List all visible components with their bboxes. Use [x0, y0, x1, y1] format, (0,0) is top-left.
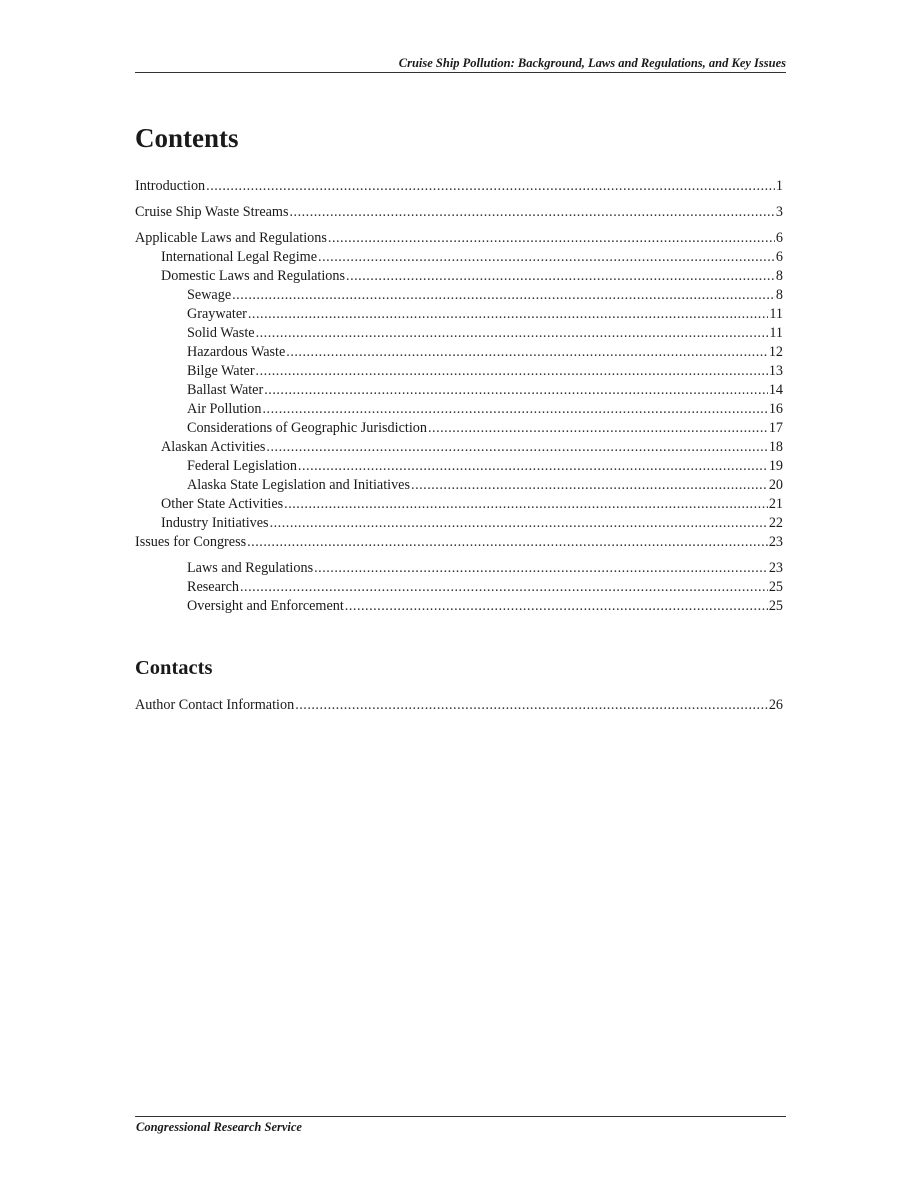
dot-leader	[263, 400, 768, 419]
toc-entry-page: 18	[768, 439, 783, 455]
toc-entry-page: 1	[775, 178, 783, 194]
toc-entry-title: Laws and Regulations	[187, 560, 314, 576]
toc-entry-page: 8	[775, 268, 783, 284]
toc-entry-author-contact[interactable]	[135, 696, 783, 715]
dot-leader	[345, 597, 768, 616]
dot-leader	[284, 495, 768, 514]
toc-entry-title: Cruise Ship Waste Streams	[135, 204, 289, 220]
toc-entry-title: Sewage	[187, 287, 232, 303]
dot-leader	[266, 438, 767, 457]
toc-entry-title: Alaskan Activities	[161, 439, 266, 455]
toc-entry-introduction[interactable]	[135, 177, 783, 196]
toc-entry-page: 25	[768, 598, 783, 614]
toc-entry-title: Hazardous Waste	[187, 344, 286, 360]
dot-leader	[248, 305, 768, 324]
toc-entry-page: 14	[768, 382, 783, 398]
toc-entry-title: Other State Activities	[161, 496, 284, 512]
toc-entry-page: 11	[769, 325, 783, 341]
dot-leader	[270, 514, 768, 533]
dot-leader	[346, 267, 775, 286]
toc-entry-domestic-laws[interactable]	[135, 267, 783, 286]
toc-entry-title: Alaska State Legislation and Initiatives	[187, 477, 411, 493]
dot-leader	[289, 203, 774, 222]
toc-entry-alaska-state-legislation[interactable]	[135, 476, 783, 495]
toc-entry-alaskan-activities[interactable]	[135, 438, 783, 457]
dot-leader	[428, 419, 768, 438]
toc-entry-ballast-water[interactable]	[135, 381, 783, 400]
toc-entry-title: Applicable Laws and Regulations	[135, 230, 327, 246]
toc-entry-bilge-water[interactable]	[135, 362, 783, 381]
dot-leader	[247, 533, 768, 552]
toc-entry-laws-and-regulations[interactable]	[135, 559, 783, 578]
dot-leader	[318, 248, 775, 267]
toc-entry-title: Introduction	[135, 178, 206, 194]
dot-leader	[256, 324, 769, 343]
footer-rule	[135, 1116, 786, 1117]
toc-entry-hazardous-waste[interactable]	[135, 343, 783, 362]
dot-leader	[295, 696, 768, 715]
toc-entry-page: 6	[775, 230, 783, 246]
toc-entry-page: 17	[768, 420, 783, 436]
toc-entry-title: International Legal Regime	[161, 249, 318, 265]
toc-entry-page: 12	[768, 344, 783, 360]
toc-entry-geographic-jurisdiction[interactable]	[135, 419, 783, 438]
toc-entry-title: Oversight and Enforcement	[187, 598, 344, 614]
header-rule	[135, 72, 786, 73]
dot-leader	[206, 177, 775, 196]
toc-entry-cruise-ship-waste-streams[interactable]	[135, 203, 783, 222]
toc-entry-sewage[interactable]	[135, 286, 783, 305]
toc-entry-title: Solid Waste	[187, 325, 255, 341]
toc-entry-page: 8	[775, 287, 783, 303]
contacts-list	[135, 696, 783, 715]
toc-entry-page: 23	[768, 534, 783, 550]
dot-leader	[298, 457, 768, 476]
toc-entry-solid-waste[interactable]	[135, 324, 783, 343]
toc-entry-other-state-activities[interactable]	[135, 495, 783, 514]
contacts-heading: Contacts	[135, 657, 213, 679]
toc-entry-page: 6	[775, 249, 783, 265]
toc-entry-page: 16	[768, 401, 783, 417]
toc-entry-page: 11	[769, 306, 783, 322]
toc-entry-oversight-enforcement[interactable]	[135, 597, 783, 616]
toc-entry-air-pollution[interactable]	[135, 400, 783, 419]
dot-leader	[411, 476, 768, 495]
toc-entry-graywater[interactable]	[135, 305, 783, 324]
toc-entry-title: Issues for Congress	[135, 534, 247, 550]
toc-entry-federal-legislation[interactable]	[135, 457, 783, 476]
toc-entry-title: Federal Legislation	[187, 458, 297, 474]
running-header: Cruise Ship Pollution: Background, Laws and Regulations, and Key Issues	[398, 56, 786, 70]
toc-entry-page: 19	[768, 458, 783, 474]
dot-leader	[328, 229, 775, 248]
dot-leader	[232, 286, 775, 305]
dot-leader	[240, 578, 768, 597]
toc-entry-industry-initiatives[interactable]	[135, 514, 783, 533]
toc-entry-title: Domestic Laws and Regulations	[161, 268, 346, 284]
toc-entry-research[interactable]	[135, 578, 783, 597]
toc-entry-issues-for-congress[interactable]	[135, 533, 783, 552]
toc-entry-title: Air Pollution	[187, 401, 262, 417]
toc-entry-page: 23	[768, 560, 783, 576]
toc-entry-title: Industry Initiatives	[161, 515, 269, 531]
footer-text: Congressional Research Service	[136, 1120, 302, 1134]
toc-entry-page: 3	[775, 204, 783, 220]
toc-entry-page: 26	[768, 697, 783, 713]
dot-leader	[256, 362, 768, 381]
toc-entry-title: Considerations of Geographic Jurisdiction	[187, 420, 427, 436]
toc-entry-title: Graywater	[187, 306, 247, 322]
toc-entry-page: 13	[768, 363, 783, 379]
contents-heading: Contents	[135, 123, 239, 153]
dot-leader	[314, 559, 768, 578]
toc-entry-international-legal-regime[interactable]	[135, 248, 783, 267]
toc-entry-title: Bilge Water	[187, 363, 255, 379]
dot-leader	[286, 343, 768, 362]
toc-entry-title: Research	[187, 579, 239, 595]
toc-entry-page: 25	[768, 579, 783, 595]
toc-entry-page: 20	[768, 477, 783, 493]
toc-entry-title: Author Contact Information	[135, 697, 295, 713]
dot-leader	[264, 381, 768, 400]
contents-list	[135, 177, 783, 616]
toc-entry-applicable-laws[interactable]	[135, 229, 783, 248]
toc-entry-title: Ballast Water	[187, 382, 264, 398]
toc-entry-page: 22	[768, 515, 783, 531]
toc-entry-page: 21	[768, 496, 783, 512]
